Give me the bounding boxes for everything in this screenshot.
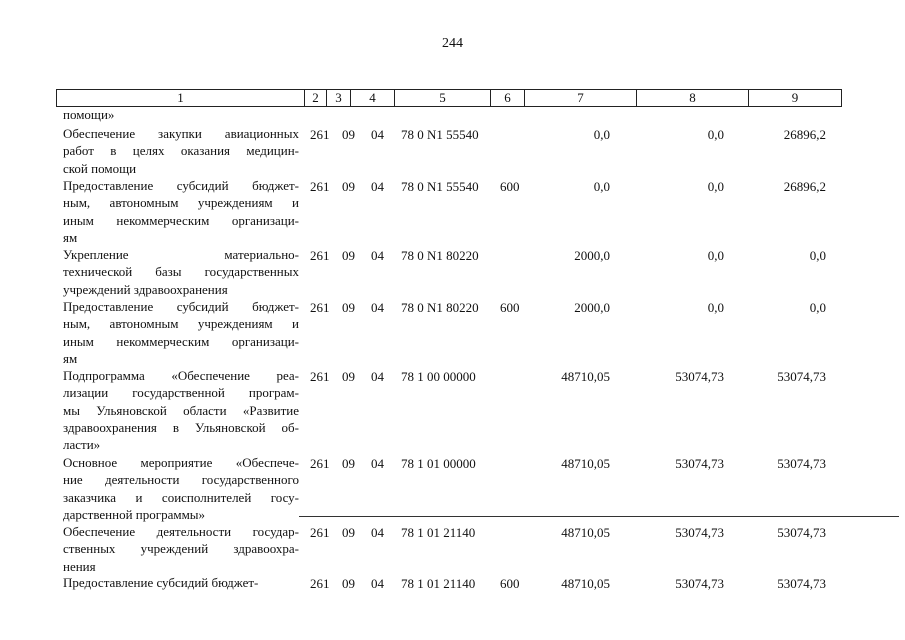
description-line: Предоставление субсидий бюджет- [63, 299, 299, 314]
cell-c7: 48710,05 [561, 525, 610, 540]
description-line: ской помощи [63, 160, 137, 176]
description-line: Предоставление субсидий бюджет- [63, 178, 299, 193]
header-col-6: 6 [491, 90, 525, 106]
cell-c7: 48710,05 [561, 369, 610, 384]
header-col-9: 9 [791, 90, 799, 105]
cell-c4: 04 [371, 127, 384, 142]
description-line: технической базы государственных [63, 264, 299, 280]
cell-c9: 0,0 [809, 248, 826, 263]
cell-c7: 0,0 [593, 127, 610, 142]
cell-c7: 0,0 [593, 179, 610, 194]
cell-c8: 0,0 [707, 248, 724, 263]
description-line: ям [63, 350, 78, 366]
description-line: здравоохранения в Ульяновской об- [63, 419, 299, 435]
cell-c8: 53074,73 [675, 456, 724, 471]
cell-c8: 53074,73 [675, 576, 724, 591]
description-line: ным, автономным учреждениям и [63, 195, 299, 211]
header-col-4: 4 [351, 90, 395, 106]
cell-c9: 53074,73 [777, 369, 826, 384]
cell-c8: 0,0 [707, 179, 724, 194]
description-line: Подпрограмма «Обеспечение реа- [63, 368, 299, 383]
description-line: Основное мероприятие «Обеспече- [63, 455, 299, 470]
cell-c2: 261 [310, 300, 330, 315]
cell-c2: 261 [310, 369, 330, 384]
cell-c5: 78 0 N1 80220 [401, 300, 479, 315]
cell-c6: 600 [500, 300, 520, 315]
cell-c5: 78 1 00 00000 [401, 369, 476, 384]
description-line: Укрепление материально- [63, 247, 299, 262]
cell-c9: 53074,73 [777, 525, 826, 540]
cell-c3: 09 [342, 248, 355, 263]
page-number: 244 [442, 36, 463, 51]
description-line: нения [63, 558, 96, 574]
header-col-2: 2 [305, 90, 327, 106]
cell-c2: 261 [310, 248, 330, 263]
table-header-row [56, 89, 842, 107]
header-col-8: 8 [637, 90, 749, 106]
cell-c7: 48710,05 [561, 576, 610, 591]
cell-c4: 04 [371, 525, 384, 540]
description-line: Обеспечение закупки авиационных [63, 126, 299, 141]
cell-c5: 78 1 01 21140 [401, 525, 476, 540]
cell-c2: 261 [310, 576, 330, 591]
cell-c8: 0,0 [707, 300, 724, 315]
cell-c4: 04 [371, 248, 384, 263]
row-description [63, 574, 299, 591]
cell-c9: 26896,2 [783, 127, 826, 142]
cell-c2: 261 [310, 127, 330, 142]
cell-c7: 48710,05 [561, 456, 610, 471]
description-line: дарственной программы» [63, 506, 206, 522]
row-description [63, 454, 299, 523]
cell-c8: 0,0 [707, 127, 724, 142]
description-line: Предоставление субсидий бюджет- [63, 575, 259, 590]
cell-c5: 78 1 01 21140 [401, 576, 476, 591]
description-line: ственных учреждений здравоохра- [63, 541, 299, 557]
cell-c8: 53074,73 [675, 525, 724, 540]
cell-c4: 04 [371, 576, 384, 591]
description-line: ние деятельности государственного [63, 472, 299, 488]
table-divider [299, 516, 899, 517]
cell-c7: 2000,0 [574, 300, 610, 315]
header-col-5: 5 [395, 90, 491, 106]
description-line: учреждений здравоохранения [63, 281, 228, 297]
header-col-1: 1 [57, 90, 305, 106]
cell-c3: 09 [342, 179, 355, 194]
cell-c9: 0,0 [809, 300, 826, 315]
cell-c5: 78 0 N1 80220 [401, 248, 479, 263]
cell-c4: 04 [371, 456, 384, 471]
cell-c9: 53074,73 [777, 456, 826, 471]
cell-c3: 09 [342, 127, 355, 142]
row-description [63, 298, 299, 367]
cell-c9: 53074,73 [777, 576, 826, 591]
description-line: заказчика и соисполнителей госу- [63, 489, 299, 505]
cell-c5: 78 0 N1 55540 [401, 179, 479, 194]
row-description [63, 177, 299, 246]
description-line: иным некоммерческим организаци- [63, 333, 299, 349]
cell-c5: 78 0 N1 55540 [401, 127, 479, 142]
cell-c7: 2000,0 [574, 248, 610, 263]
cell-c3: 09 [342, 576, 355, 591]
header-col-3: 3 [327, 90, 351, 106]
row-description [63, 125, 299, 177]
cell-c9: 26896,2 [783, 179, 826, 194]
cell-c3: 09 [342, 369, 355, 384]
header-col-7: 7 [525, 90, 637, 106]
row-description [63, 106, 299, 123]
cell-c2: 261 [310, 525, 330, 540]
row-description [63, 523, 299, 575]
description-line: ным, автономным учреждениям и [63, 316, 299, 332]
cell-c5: 78 1 01 00000 [401, 456, 476, 471]
cell-c6: 600 [500, 179, 520, 194]
description-line: помощи» [63, 107, 115, 122]
row-description [63, 367, 299, 453]
cell-c6: 600 [500, 576, 520, 591]
cell-c4: 04 [371, 179, 384, 194]
description-line: ям [63, 229, 78, 245]
description-line: мы Ульяновской области «Развитие [63, 402, 299, 418]
description-line: Обеспечение деятельности государ- [63, 524, 299, 539]
description-line: лизации государственной програм- [63, 385, 299, 401]
description-line: иным некоммерческим организаци- [63, 212, 299, 228]
cell-c2: 261 [310, 456, 330, 471]
cell-c2: 261 [310, 179, 330, 194]
row-description [63, 246, 299, 298]
description-line: работ в целях оказания медицин- [63, 143, 299, 159]
description-line: ласти» [63, 437, 101, 453]
cell-c4: 04 [371, 300, 384, 315]
cell-c4: 04 [371, 369, 384, 384]
cell-c3: 09 [342, 525, 355, 540]
cell-c3: 09 [342, 456, 355, 471]
cell-c3: 09 [342, 300, 355, 315]
cell-c8: 53074,73 [675, 369, 724, 384]
